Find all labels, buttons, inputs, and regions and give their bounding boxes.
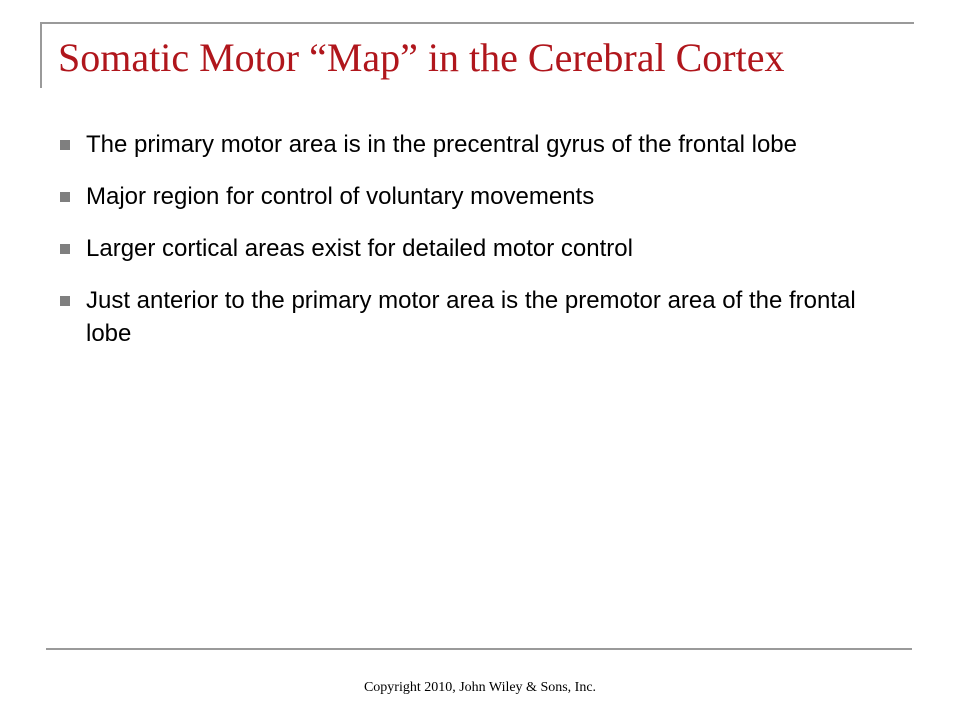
bullet-item <box>60 232 890 265</box>
slide-title: Somatic Motor “Map” in the Cerebral Cortex <box>58 35 785 80</box>
footer-rule <box>46 648 912 650</box>
bullet-text: The primary motor area is in the precentral gyrus of the frontal lobe <box>86 131 797 158</box>
bullet-item <box>60 284 890 350</box>
title-frame-top-rule <box>40 22 914 24</box>
bullet-list <box>60 128 890 369</box>
bullet-item <box>60 128 890 161</box>
bullet-text: Larger cortical areas exist for detailed motor control <box>86 235 633 262</box>
copyright-footer: Copyright 2010, John Wiley & Sons, Inc. <box>363 680 597 695</box>
bullet-text: Just anterior to the primary motor area is the premotor area of the frontal lobe <box>86 287 856 347</box>
square-bullet-icon <box>60 140 70 150</box>
square-bullet-icon <box>60 244 70 254</box>
square-bullet-icon <box>60 192 70 202</box>
title-frame-left-rule <box>40 22 42 88</box>
bullet-text: Major region for control of voluntary movements <box>86 183 595 210</box>
square-bullet-icon <box>60 296 70 306</box>
bullet-item <box>60 180 890 213</box>
